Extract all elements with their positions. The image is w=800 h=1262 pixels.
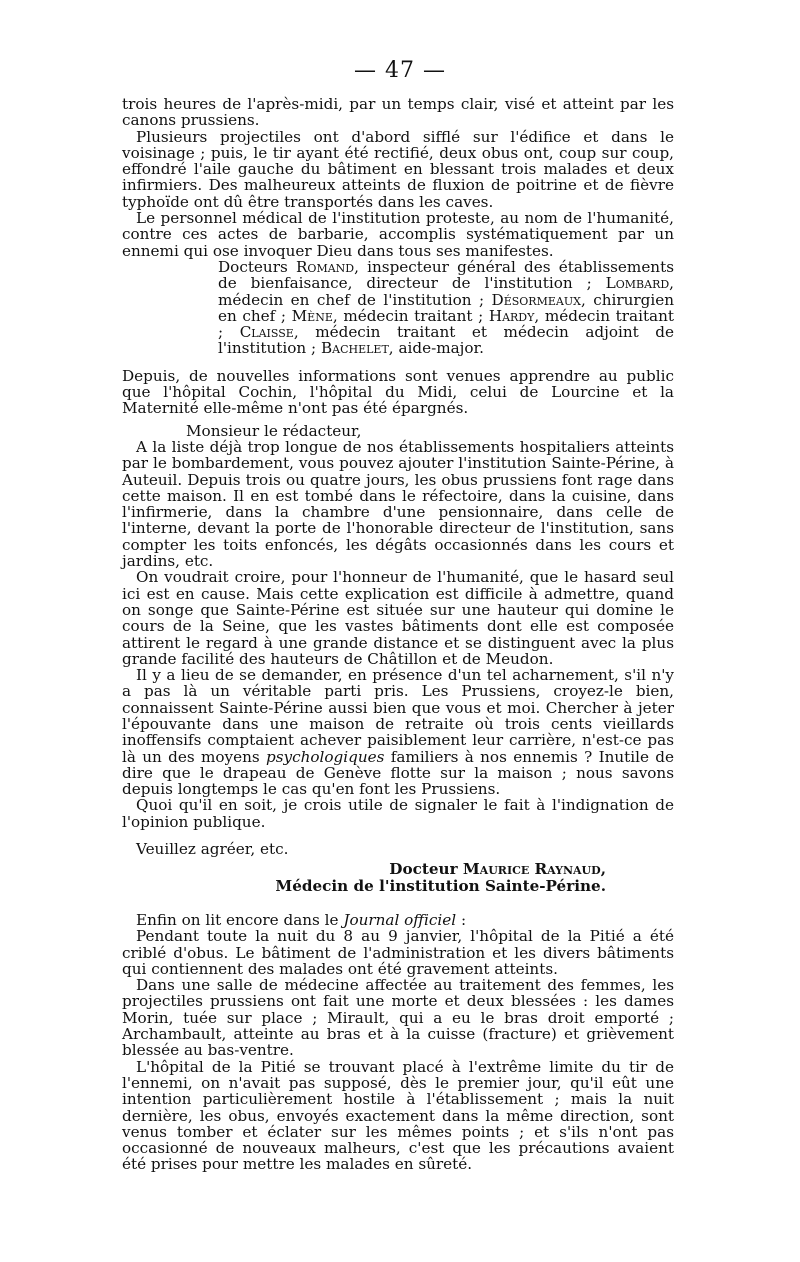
signatory-name: Hardy [488,306,535,325]
letter-closing: Veuillez agréer, etc. [136,840,289,859]
paragraph: Plusieurs projectiles ont d'abord sifflé sur l'édifice et dans le voisinage ; puis, le tir ayant été rectifié, deux obus ont, coup sur coup, effondré l'aile gauche du bâtiment en blessant trois malades et deux infirmiers. Des malheureux atteints de fluxion de poitrine et de fièvre typhoïde ont dû être transportés dans les caves. [122,127,674,211]
paragraph: Il y a lieu de se demander, en présence d'un tel acharnement, s'il n'y a pas là un véritable parti pris. Les Prussiens, croyez-le bien, connaissent Sainte-Périne aussi bien que vous et moi. Chercher à jeter l'épouvante dans une maison de retraite où trois cents vieillards inoffensifs comptaient achever paisiblement leur carrière, n'est-ce pas là un des moyens psychologiques familiers à nos ennemis ? Inutile de dire que le drapeau de Genève flotte sur la maison ; nous savons depuis longtemps le cas qu'en font les Prussiens. [122,666,674,799]
signature-title: Médecin de l'institution Sainte-Périne. [275,876,606,895]
paragraph: L'hôpital de la Pitié se trouvant placé à l'extrême limite du tir de l'ennemi, on n'avait pas supposé, dès le premier jour, qu'il eût une intention particulièrement hostile à l'établissement ; mais la nuit dernière, les obus, envoyés exactement dans la même direction, sont venus tomber et éclater sur les mêmes points ; et s'ils n'ont pas occasionné de nouveaux malheurs, c'est que les précautions avaient été prises pour mettre les malades en sûreté. [122,1057,674,1174]
signatory-name: Mène [291,306,333,325]
signature-block [122,861,674,894]
signatory-name: Romand [295,257,355,276]
journal-title: Journal officiel [343,910,457,929]
paragraph: Depuis, de nouvelles informations sont venues apprendre au public que l'hôpital Cochin, l'hôpital du Midi, celui de Lourcine et la Maternité elle-même n'ont pas été épargnés. [122,366,674,418]
page-number: — 47 — [354,58,446,83]
paragraph: Pendant toute la nuit du 8 au 9 janvier, l'hôpital de la Pitié a été criblé d'obus. Le bâtiment de l'administration et les divers bâtiments qui contiennent des malades ont été gravement atteints. [122,927,674,978]
signatory-name: Désormeaux [491,290,581,309]
signatories: Docteurs Romand, inspecteur général des établissements de bienfaisance, directeur de l'institution ; Lombard, médecin en chef de l'institution ; Désormeaux, chirurgien en chef ; Mène, médecin traitant ; Hardy, médecin traitant ; Claisse, médecin traitant et médecin adjoint de l'institution ; Bachelet, aide-major. [218,257,675,358]
page-text [122,96,674,1173]
paragraph: Le personnel médical de l'institution proteste, au nom de l'humanité, contre ces actes de barbarie, accomplis systématiquement par un ennemi qui ose invoquer Dieu dans tous ses manifestes. [122,209,674,260]
signatory-name: Lombard [605,274,670,293]
signatory-name: Claisse [239,323,294,342]
paragraph: On voudrait croire, pour l'honneur de l'humanité, que le hasard seul ici est en cause. Mais cette explication est difficile à admettre, quand on songe que Sainte-Périne est située sur une hauteur qui domine le cours de la Seine, que les vastes bâtiments dont elle est composée attirent le regard à une grande distance et se distinguent avec la plus grande facilité des hauteurs de Châtillon et de Meudon. [122,568,674,668]
paragraph: Dans une salle de médecine affectée au traitement des femmes, les projectiles prussiens ont fait une morte et deux blessées : les dames Morin, tuée sur place ; Mirault, qui a eu le bras droit emporté ; Archambault, atteinte au bras et à la cuisse (fracture) et grièvement blessée au bas-ventre. [122,976,674,1060]
letter-salutation: Monsieur le rédacteur, [186,421,362,440]
italic-term: psychologiques [266,747,385,766]
signature-name: Docteur Maurice Raynaud, [389,860,606,879]
paragraph: A la liste déjà trop longue de nos établissements hospitaliers atteints par le bombardement, vous pouvez ajouter l'institution Sainte-Périne, à Auteuil. Depuis trois ou quatre jours, les obus prussiens font rage dans cette maison. Il en est tombé dans le réfectoire, dans la cuisine, dans l'infirmerie, dans la chambre d'une pensionnaire, dans celle de l'interne, devant la porte de l'honorable directeur de l'institution, sans compter les toits enfoncés, les dégâts occasionnés dans les cours et jardins, etc. [122,437,674,571]
paragraph: Enfin on lit encore dans le Journal officiel : [136,910,467,929]
signatory-name: Bachelet [320,339,389,358]
paragraph: trois heures de l'après-midi, par un temps clair, visé et atteint par les canons prussiens. [122,95,674,130]
paragraph: Quoi qu'il en soit, je crois utile de signaler le fait à l'indignation de l'opinion publique. [122,796,674,831]
